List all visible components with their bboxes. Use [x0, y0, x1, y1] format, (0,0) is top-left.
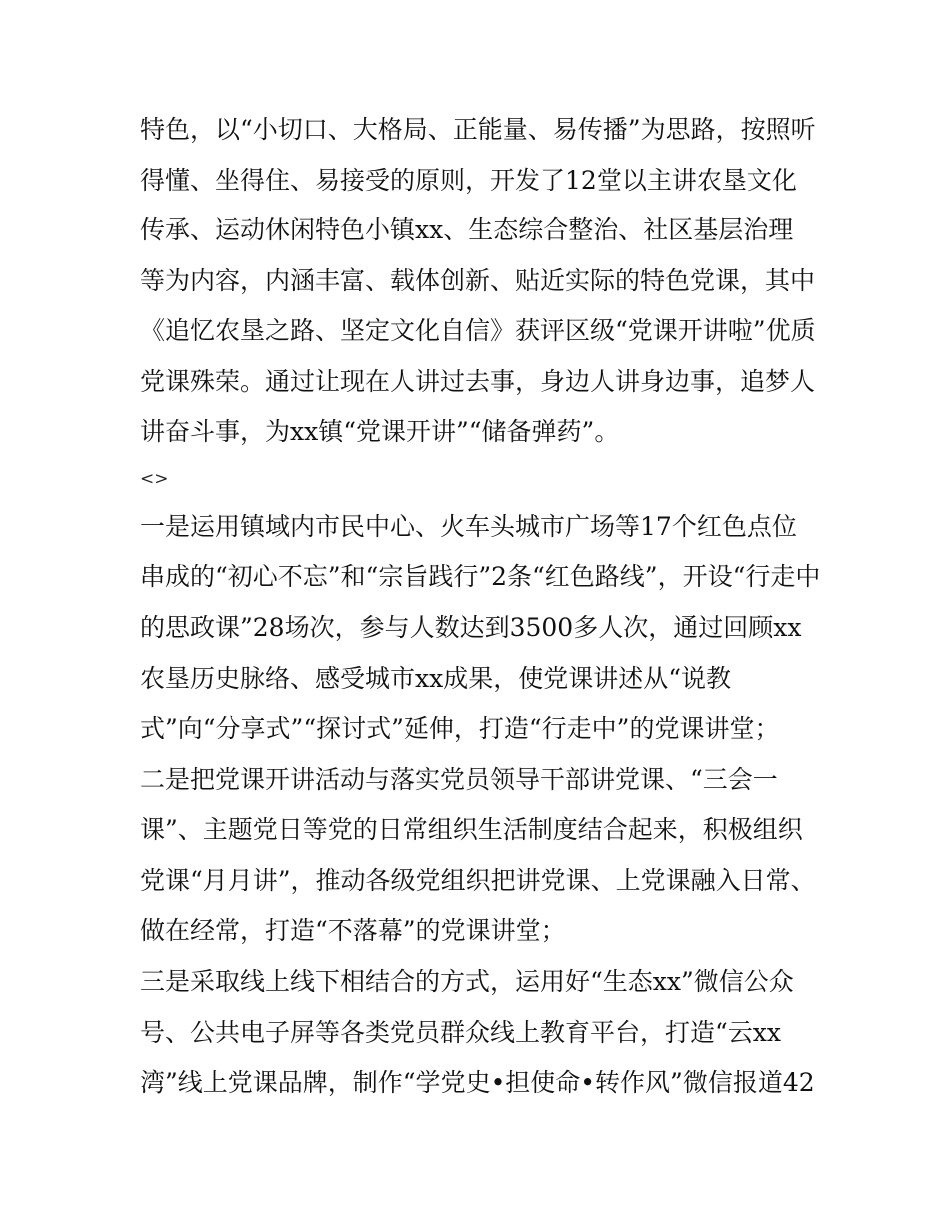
text-line: 党课“月月讲”，推动各级党组织把讲党课、上党课融入日常、 — [140, 866, 816, 895]
text-line: 得懂、坐得住、易接受的原则，开发了12堂以主讲农垦文化 — [140, 166, 797, 195]
text-line: 党课殊荣。通过让现在人讲过去事，身边人讲身边事，追梦人 — [140, 367, 816, 396]
text-line: 《追忆农垦之路、坚定文化自信》获评区级“党课开讲啦”优质 — [140, 316, 816, 345]
text-line: 串成的“初心不忘”和“宗旨践行”2条“红色路线”，开设“行走中 — [140, 562, 821, 591]
text-line: 二是把党课开讲活动与落实党员领导干部讲党课、“三会一 — [140, 765, 778, 794]
text-line: 一是运用镇域内市民中心、火车头城市广场等17个红色点位 — [140, 512, 797, 541]
text-line: 农垦历史脉络、感受城市xx成果，使党课讲述从“说教 — [140, 664, 731, 693]
text-line: 的思政课”28场次，参与人数达到3500多人次，通过回顾xx — [140, 613, 802, 642]
text-line: 做在经常，打造“不落幕”的党课讲堂； — [140, 916, 566, 945]
text-line: 课”、主题党日等党的日常组织生活制度结合起来，积极组织 — [140, 815, 803, 844]
text-line: 三是采取线上线下相结合的方式，运用好“生态xx”微信公众 — [140, 967, 794, 996]
text-line: 特色，以“小切口、大格局、正能量、易传播”为思路，按照听 — [140, 115, 816, 144]
text-line: 湾”线上党课品牌，制作“学党史•担使命•转作风”微信报道42 — [140, 1068, 815, 1097]
text-line: 号、公共电子屏等各类党员群众线上教育平台，打造“云xx — [140, 1018, 781, 1047]
section-marker: <> — [140, 469, 169, 489]
text-line: 式”向“分享式”“探讨式”延伸，打造“行走中”的党课讲堂； — [140, 714, 780, 743]
text-line: 讲奋斗事，为xx镇“党课开讲”“储备弹药”。 — [140, 417, 620, 446]
text-line: 传承、运动休闲特色小镇xx、生态综合整治、社区基层治理 — [140, 215, 794, 244]
text-line: 等为内容，内涵丰富、载体创新、贴近实际的特色党课，其中 — [140, 266, 816, 295]
